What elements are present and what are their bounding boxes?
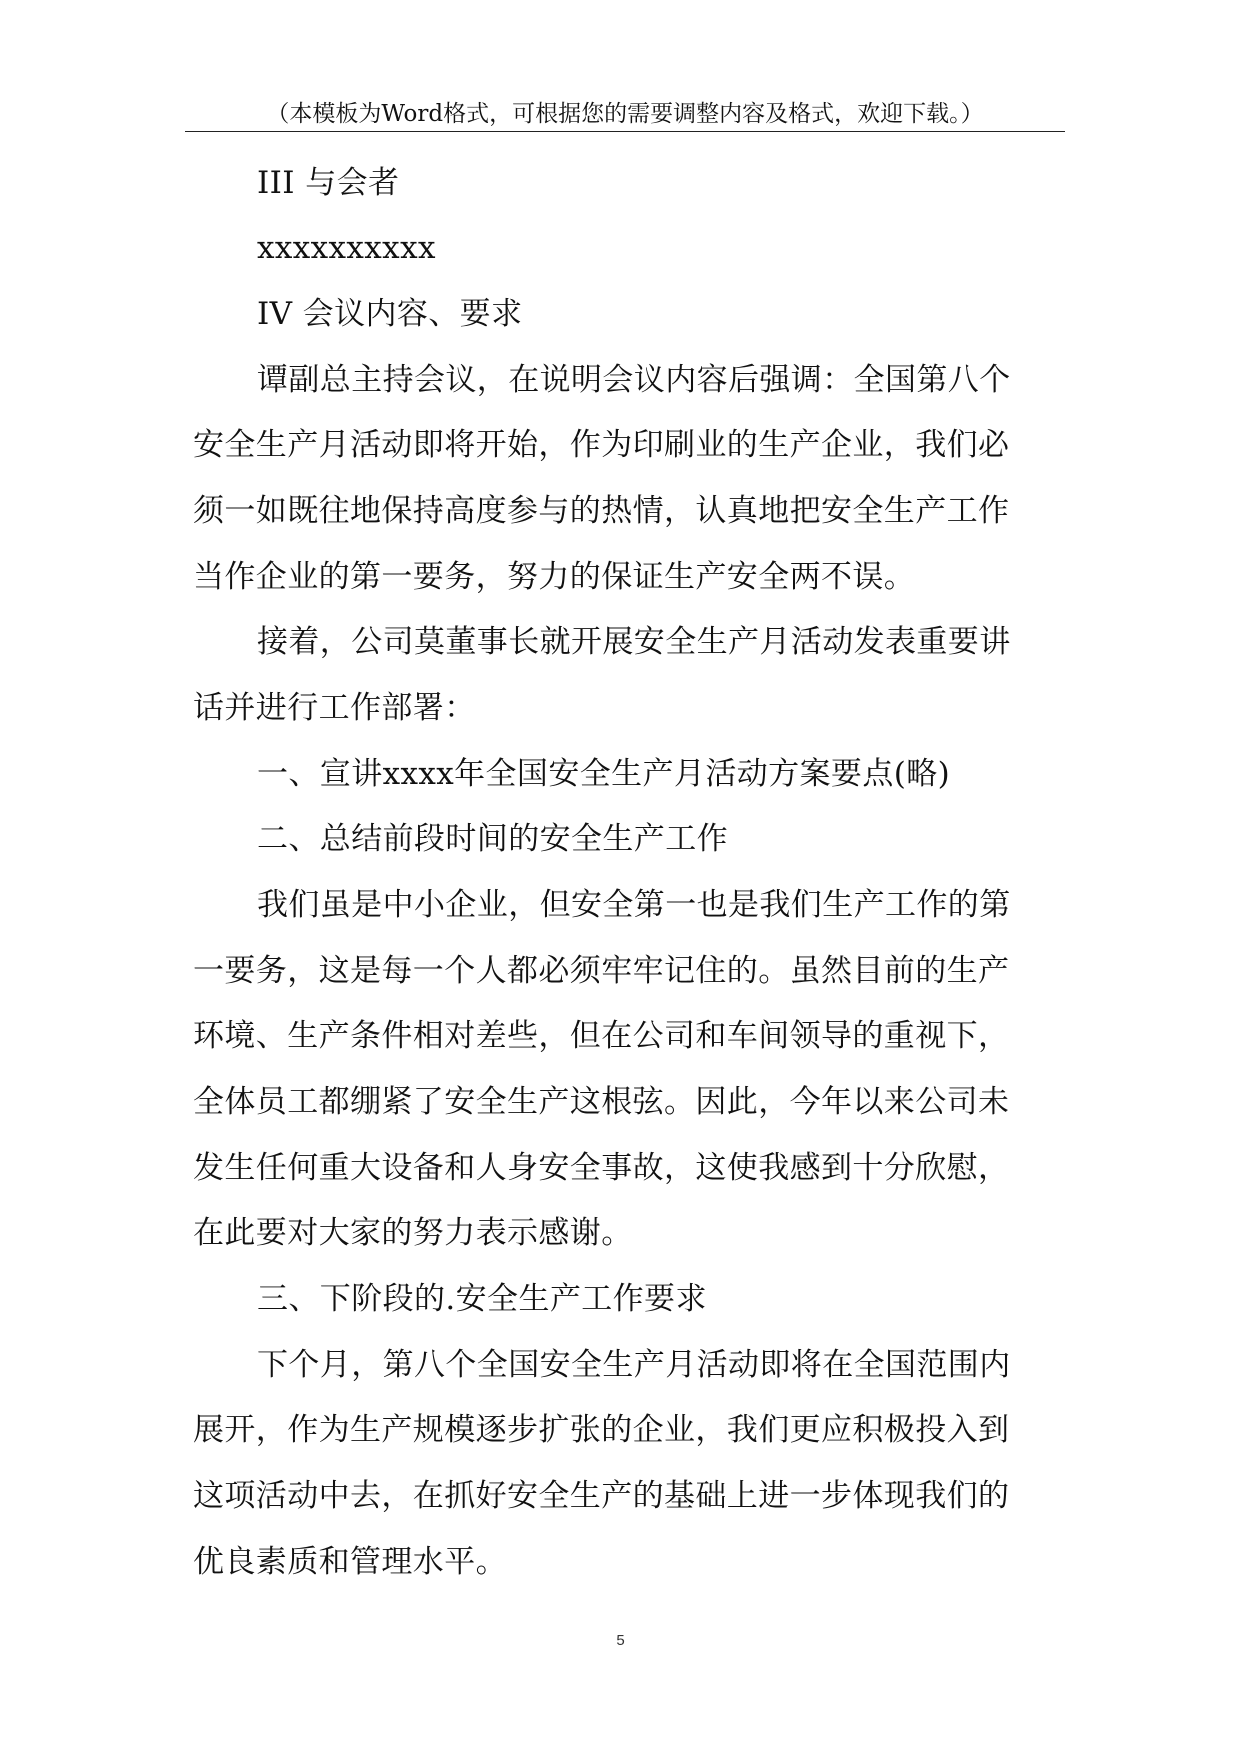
header-divider bbox=[185, 131, 1065, 132]
list-item-2: 二、总结前段时间的安全生产工作 bbox=[257, 821, 728, 857]
paragraph-line: 当作企业的第一要务，努力的保证生产安全两不误。 bbox=[193, 559, 916, 595]
page-number: 5 bbox=[616, 1632, 625, 1649]
paragraph-line: 展开，作为生产规模逐步扩张的企业，我们更应积极投入到 bbox=[193, 1412, 1010, 1448]
paragraph-line: 我们虽是中小企业，但安全第一也是我们生产工作的第 bbox=[257, 887, 1011, 923]
paragraph-line: 优良素质和管理水平。 bbox=[193, 1544, 507, 1580]
list-item-3: 三、下阶段的.安全生产工作要求 bbox=[257, 1281, 707, 1317]
paragraph-line: 环境、生产条件相对差些，但在公司和车间领导的重视下， bbox=[193, 1018, 1010, 1054]
section-heading-attendees: III 与会者 bbox=[257, 165, 400, 201]
paragraph-line: 下个月，第八个全国安全生产月活动即将在全国范围内 bbox=[257, 1347, 1011, 1383]
paragraph-line: 安全生产月活动即将开始，作为印刷业的生产企业，我们必 bbox=[193, 427, 1010, 463]
paragraph-line: 发生任何重大设备和人身安全事故，这使我感到十分欣慰， bbox=[193, 1150, 1010, 1186]
header-template-note: （本模板为Word格式，可根据您的需要调整内容及格式，欢迎下载。） bbox=[266, 101, 984, 127]
paragraph-line: 接着，公司莫董事长就开展安全生产月活动发表重要讲 bbox=[257, 624, 1011, 660]
paragraph-line: 话并进行工作部署： bbox=[193, 690, 476, 726]
list-item-1: 一、宣讲xxxx年全国安全生产月活动方案要点(略) bbox=[257, 756, 951, 792]
paragraph-line: 这项活动中去，在抓好安全生产的基础上进一步体现我们的 bbox=[193, 1478, 1010, 1514]
paragraph-line: 在此要对大家的努力表示感谢。 bbox=[193, 1215, 633, 1251]
paragraph-line: 须一如既往地保持高度参与的热情，认真地把安全生产工作 bbox=[193, 493, 1010, 529]
paragraph-line: 谭副总主持会议，在说明会议内容后强调：全国第八个 bbox=[257, 362, 1011, 398]
attendees-placeholder: xxxxxxxxxx bbox=[257, 230, 436, 266]
section-heading-content: IV 会议内容、要求 bbox=[257, 296, 523, 332]
paragraph-line: 全体员工都绷紧了安全生产这根弦。因此，今年以来公司未 bbox=[193, 1084, 1010, 1120]
paragraph-line: 一要务，这是每一个人都必须牢牢记住的。虽然目前的生产 bbox=[193, 953, 1010, 989]
